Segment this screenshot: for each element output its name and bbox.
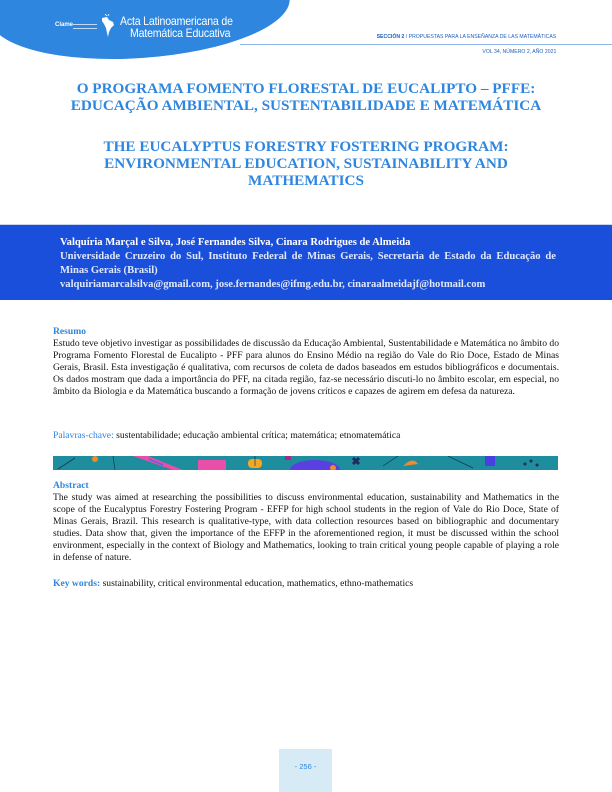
keywords-english (53, 578, 559, 590)
authors-block (60, 236, 556, 292)
title-pt-line1: O PROGRAMA FOMENTO FLORESTAL DE EUCALIPTO – PFFE: (76, 80, 536, 97)
page-number: - 256 - (294, 762, 317, 771)
section-label (376, 34, 556, 40)
title-en-line1: THE EUCALYPTUS FORESTRY FOSTERING PROGRAM: (103, 138, 509, 155)
title-english (40, 138, 572, 189)
header-divider (240, 44, 612, 45)
clame-subtitle-lines (73, 24, 97, 29)
title-en-line3: MATHEMATICS (248, 172, 364, 189)
resumo-text: Estudo teve objetivo investigar as possibilidades de discussão da Educação Ambiental, Sustentabilidade e Matemática no âmbito do Programa Fomento Florestal de Eucalipto - PFF para alunos do Ensino Médio na região do Vale do Rio Doce, Estado de Minas Gerais, Brasil. Esta investigação é qualitativa, com recursos de coleta de dados baseados em estudos bibliográficos e documentais. Os dados mostram que dada a importância do PFF, na citada região, faz-se necessário discuti-lo no âmbito escolar, em especial, no âmbito da Biologia e da Matemática buscando a formação de jovens críticos e capazes de agirem em defesa da natureza. (53, 338, 559, 397)
title-en-line2: ENVIRONMENTAL EDUCATION, SUSTAINABILITY AND (104, 155, 508, 172)
author-names: Valquíria Marçal e Silva, José Fernandes Silva, Cinara Rodrigues de Almeida (60, 237, 411, 248)
abstract-section (53, 480, 559, 564)
decorative-banner (53, 456, 558, 470)
volume-info: VOL 34, NÚMERO 2, AÑO 2021 (482, 49, 556, 55)
title-portuguese (40, 80, 572, 114)
keywords-pt-label: Palavras-chave: (53, 430, 114, 441)
abstract-text: The study was aimed at researching the possibilities to discuss environmental education, sustainability and Mathematics in the scope of the Eucalyptus Forestry Fostering Program - EFFP for high school students in the region of Vale do Rio Doce, State of Minas Gerais, Brazil. This research is qualitative-type, with data collection resources based on bibliographic and documentary studies. Data show that, given the importance of the EFFP in the aforementioned region, it must be discussed within the school environment, especially in the context of Biology and Mathematics, looking to train critical young people capable of playing a role in defense of nature. (53, 492, 559, 563)
section-number: SECCIÓN 2 (376, 34, 405, 40)
clame-logo-text: Clame (55, 22, 74, 28)
journal-name-line2: Matemática Educativa (130, 26, 231, 40)
resumo-section (53, 326, 559, 398)
latin-america-map-icon (100, 14, 116, 38)
resumo-heading: Resumo (53, 326, 87, 337)
geometric-pattern-icon (53, 456, 558, 470)
keywords-en-label: Key words: (53, 578, 101, 589)
author-affiliations: Universidade Cruzeiro do Sul, Instituto Federal de Minas Gerais, Secretaria de Estado da Educação de Minas Gerais (Brasil) (60, 251, 556, 276)
author-emails: valquiriamarcalsilva@gmail.com, jose.fernandes@ifmg.edu.br, cinaraalmeidajf@hotmail.com (60, 279, 486, 290)
keywords-en-text: sustainability, critical environmental education, mathematics, ethno-mathematics (100, 578, 414, 589)
section-title: / PROPUESTAS PARA LA ENSEÑANZA DE LAS MATEMÁTICAS (404, 34, 556, 40)
title-pt-line2: EDUCAÇÃO AMBIENTAL, SUSTENTABILIDADE E MATEMÁTICA (70, 97, 542, 114)
keywords-pt-text: sustentabilidade; educação ambiental crítica; matemática; etnomatemática (113, 430, 401, 441)
page-number-box (279, 749, 332, 792)
journal-name-line1: Acta Latinoamericana de (120, 14, 233, 28)
abstract-heading: Abstract (53, 480, 89, 491)
keywords-portuguese (53, 430, 559, 442)
